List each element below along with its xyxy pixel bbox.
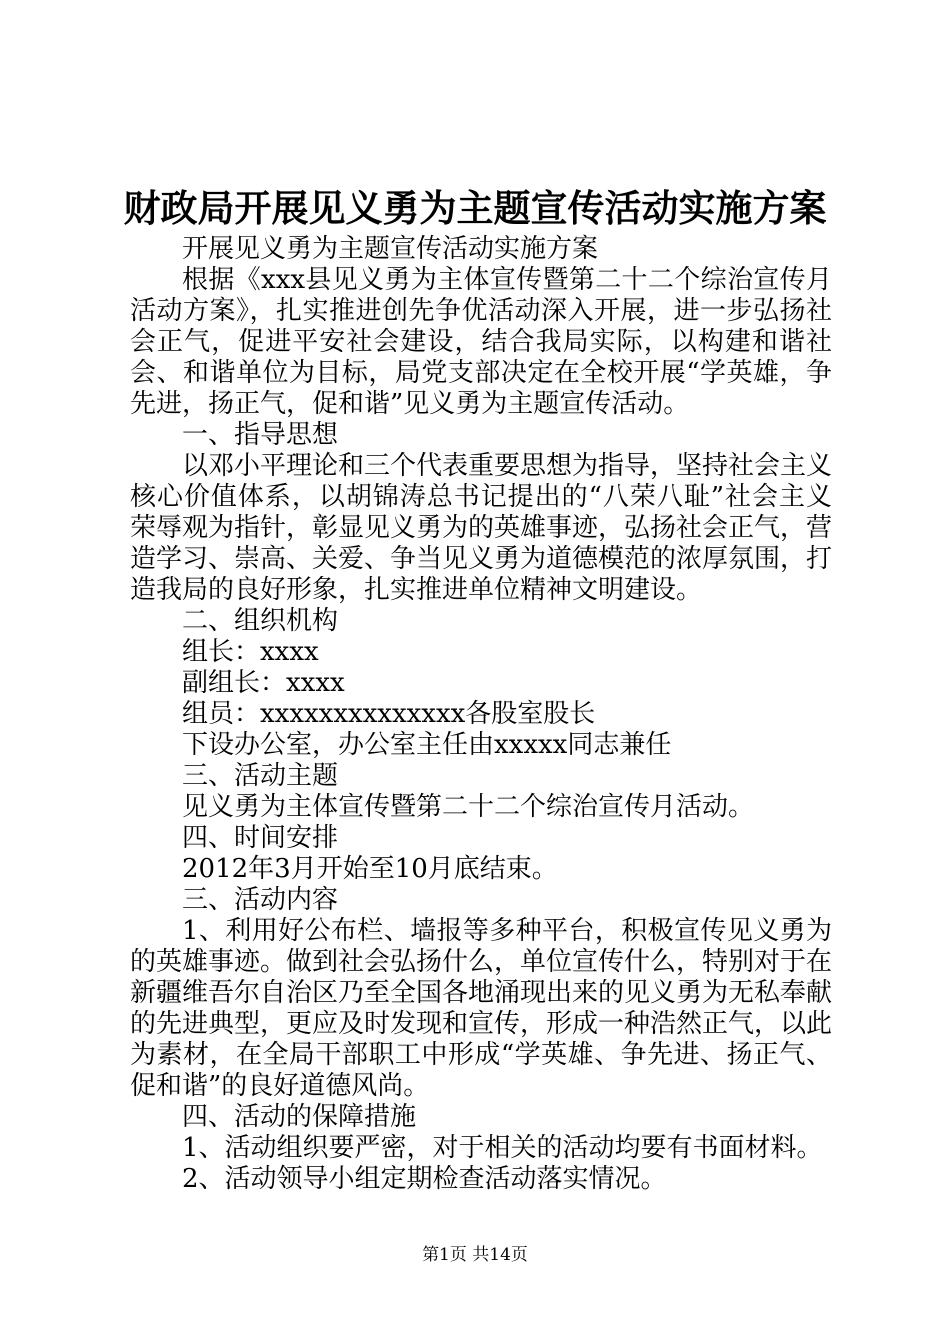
theme-paragraph: 见义勇为主体宣传暨第二十二个综治宣传月活动。	[182, 792, 755, 822]
document-title: 财政局开展见义勇为主题宣传活动实施方案	[123, 186, 827, 230]
safeguard-item-1: 1、活动组织要严密，对于相关的活动均要有书面材料。	[182, 1133, 823, 1163]
guiding-ideology-paragraph: 以邓小平理论和三个代表重要思想为指导，坚持社会主义核心价值体系，以胡锦涛总书记提出的“八荣八耻”社会主义荣辱观为指针，彰显见义勇为的英雄事迹，弘扬社会正气，营造学习、崇高、关爱、争当见义勇为道德模范的浓厚氛围，打造我局的良好形象，扎实推进单位精神文明建设。	[130, 451, 833, 605]
page-number-footer: 第1页 共14页	[422, 1245, 528, 1265]
schedule-paragraph: 2012年3月开始至10月底结束。	[182, 854, 558, 884]
section-heading-guiding-ideology: 一、指导思想	[182, 420, 339, 450]
section-heading-content: 三、活动内容	[182, 885, 339, 915]
office-line: 下设办公室，办公室主任由xxxxx同志兼任	[182, 730, 672, 760]
deputy-leader-line: 副组长：xxxx	[182, 668, 345, 698]
section-heading-schedule: 四、时间安排	[182, 823, 339, 853]
safeguard-item-2: 2、活动领导小组定期检查活动落实情况。	[182, 1164, 667, 1194]
section-heading-theme: 三、活动主题	[182, 761, 339, 791]
subtitle-paragraph: 开展见义勇为主题宣传活动实施方案	[182, 234, 599, 264]
members-line: 组员：xxxxxxxxxxxxxx各股室股长	[182, 699, 596, 729]
intro-paragraph: 根据《xxx县见义勇为主体宣传暨第二十二个综治宣传月活动方案》，扎实推进创先争优活动深入开展，进一步弘扬社会正气，促进平安社会建设，结合我局实际，以构建和谐社会、和谐单位为目标，局党支部决定在全校开展“学英雄，争先进，扬正气，促和谐”见义勇为主题宣传活动。	[130, 265, 832, 419]
content-item-1: 1、利用好公布栏、墙报等多种平台，积极宣传见义勇为的英雄事迹。做到社会弘扬什么，单位宣传什么，特别对于在新疆维吾尔自治区乃至全国各地涌现出来的见义勇为无私奉献的先进典型，更应及时发现和宣传，形成一种浩然正气，以此为素材，在全局干部职工中形成“学英雄、争先进、扬正气、促和谐”的良好道德风尚。	[130, 916, 833, 1101]
document-body	[130, 234, 832, 1195]
team-leader-line: 组长：xxxx	[182, 637, 319, 667]
section-heading-safeguards: 四、活动的保障措施	[182, 1102, 417, 1132]
section-heading-organization: 二、组织机构	[182, 606, 339, 636]
